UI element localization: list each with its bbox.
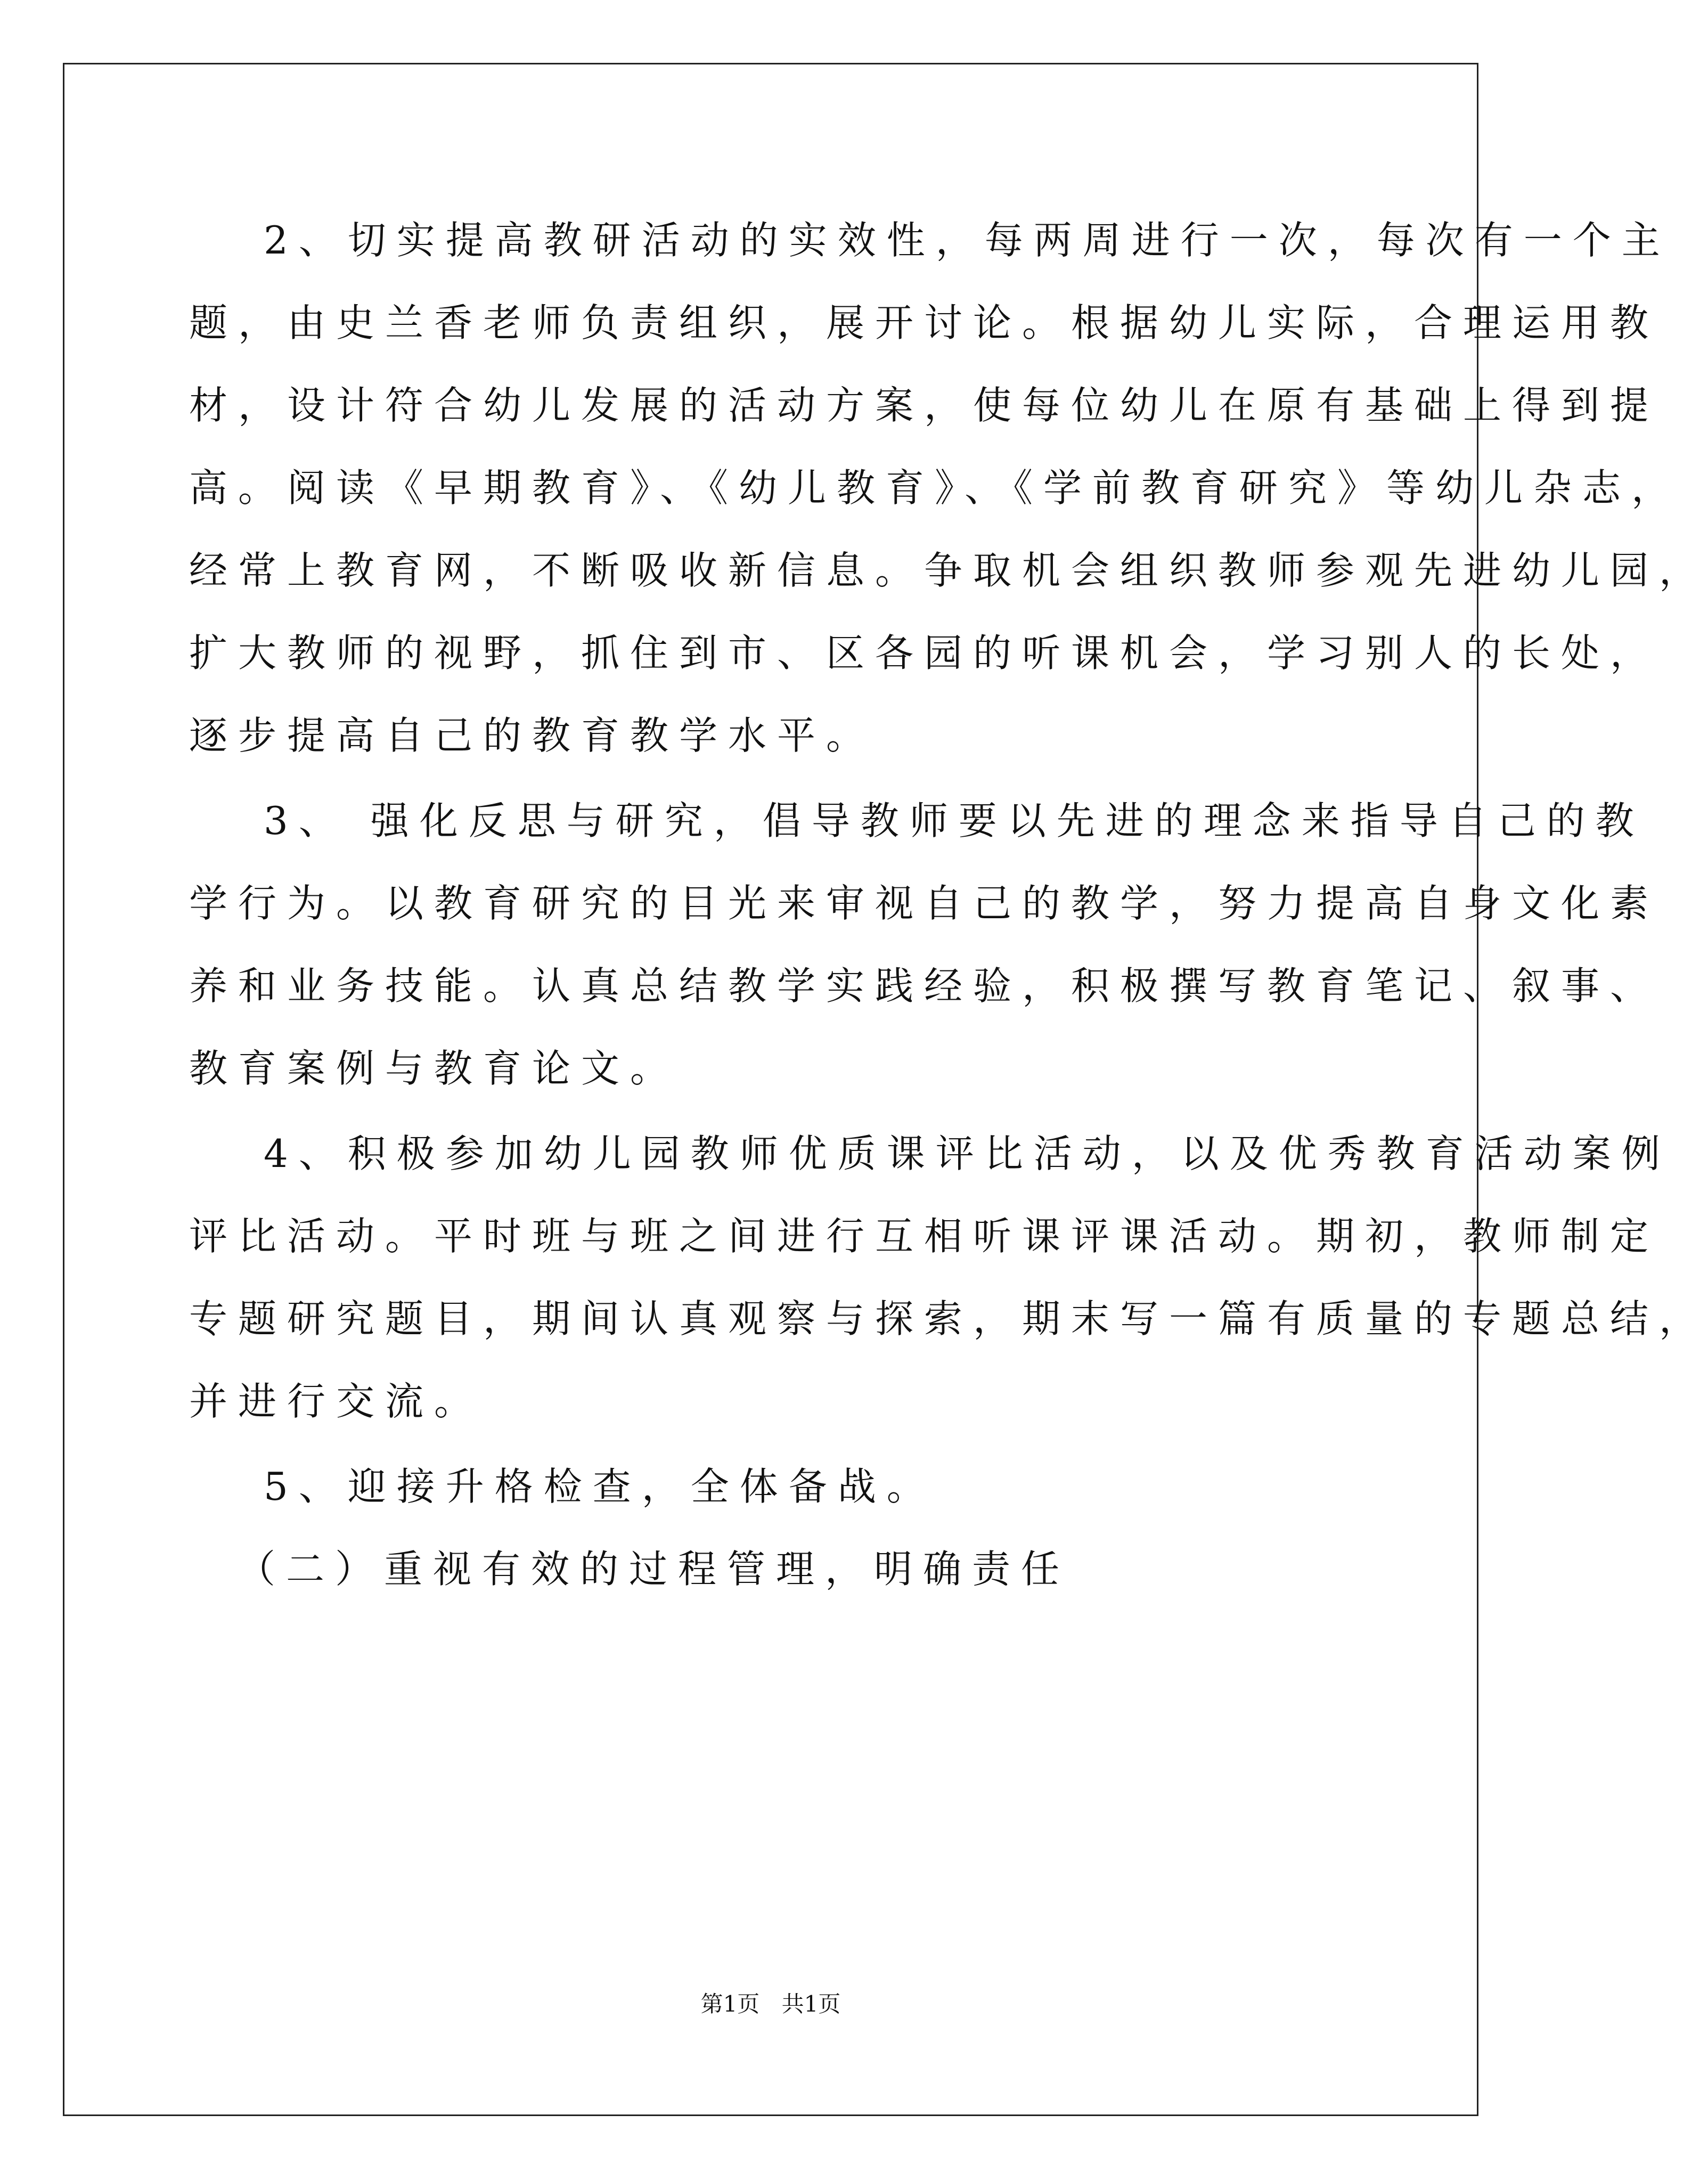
paragraph-2-line-5: 经常上教育网，不断吸收新信息。争取机会组织教师参观先进幼儿园，	[189, 548, 1708, 593]
paragraph-3-line-4: 教育案例与教育论文。	[189, 1046, 680, 1091]
paragraph-2-line-3: 材，设计符合幼儿发展的活动方案，使每位幼儿在原有基础上得到提	[189, 383, 1660, 428]
section-heading: （二）重视有效的过程管理，明确责任	[237, 1547, 1070, 1591]
paragraph-2-line-4: 高。阅读《早期教育》、《幼儿教育》、《学前教育研究》等幼儿杂志，	[189, 466, 1681, 510]
paragraph-5-line-1: 5、迎接升格检查，全体备战。	[264, 1464, 936, 1509]
paragraph-3-line-1: 3、 强化反思与研究，倡导教师要以先进的理念来指导自己的教	[264, 798, 1645, 843]
paragraph-2-line-1: 2、切实提高教研活动的实效性，每两周进行一次，每次有一个主	[264, 218, 1671, 263]
paragraph-4-line-3: 专题研究题目，期间认真观察与探索，期末写一篇有质量的专题总结，	[189, 1296, 1708, 1341]
paragraph-2-line-7: 逐步提高自己的教育教学水平。	[189, 713, 876, 758]
paragraph-4-line-1: 4、积极参加幼儿园教师优质课评比活动，以及优秀教育活动案例	[264, 1131, 1671, 1176]
paragraph-2-line-6: 扩大教师的视野，抓住到市、区各园的听课机会，学习别人的长处，	[189, 631, 1660, 675]
page-number: 第1页	[700, 1991, 760, 2017]
paragraph-4-line-4: 并进行交流。	[189, 1379, 484, 1424]
page-footer	[0, 1987, 1541, 2019]
paragraph-3-line-3: 养和业务技能。认真总结教学实践经验，积极撰写教育笔记、叙事、	[189, 964, 1660, 1008]
paragraph-4-line-2: 评比活动。平时班与班之间进行互相听课评课活动。期初，教师制定	[189, 1214, 1660, 1259]
paragraph-3-line-2: 学行为。以教育研究的目光来审视自己的教学，努力提高自身文化素	[189, 881, 1660, 926]
page-total: 共1页	[781, 1991, 841, 2017]
paragraph-2-line-2: 题，由史兰香老师负责组织，展开讨论。根据幼儿实际，合理运用教	[189, 300, 1660, 345]
